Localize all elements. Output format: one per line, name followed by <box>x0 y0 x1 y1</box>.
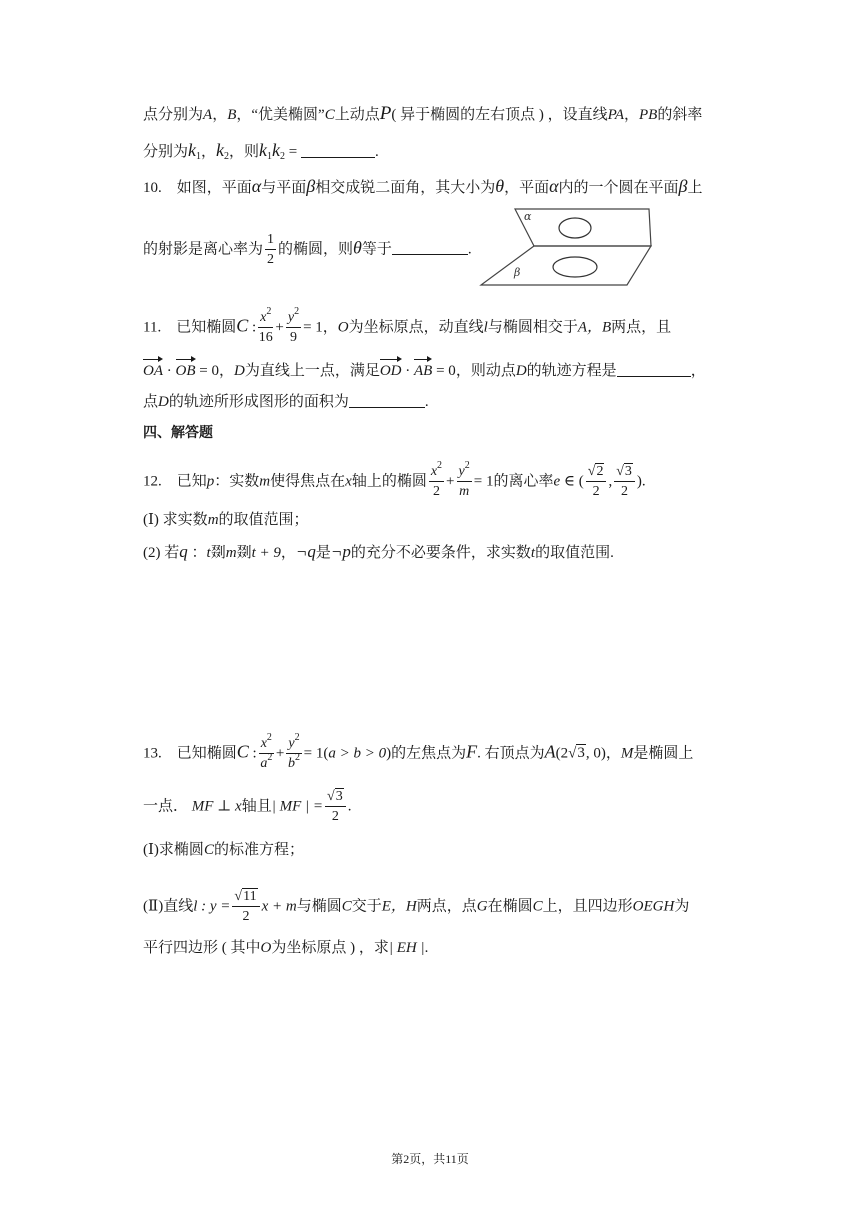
q12-line-1: 12. 已知p：实数m使得焦点在x轴上的椭圆 $\frac{x^2}{2}$ + $\frac{y^2}{m}$ = 1的离心率e ∈ ( $\frac{√2}{2}$ , $\frac{√3}{2}$ ). <box>143 460 646 499</box>
q11-answer-blank-2 <box>349 393 425 408</box>
q13-part-2-line-1: (Ⅱ)直线l : y = $\frac{√11}{2}$ x + m与椭圆C交于E，H两点，点G在椭圆C上，且四边形OEGH为 <box>143 889 690 924</box>
plane-alpha-shape <box>515 209 651 246</box>
q13-part-1: (Ⅰ)求椭圆C的标准方程； <box>143 842 304 858</box>
q10-line-2: 的射影是离心率为 $\frac{1}{2}$ 的椭圆，则θ等于 . <box>143 232 472 267</box>
q9-line-1: 点分别为A，B，“优美椭圆”C上动点P( 异于椭圆的左右顶点 ) ，设直线PA，PB的斜率 <box>143 103 703 124</box>
dihedral-angle-figure <box>479 203 661 289</box>
q12-part-1: (Ⅰ) 求实数m的取值范围； <box>143 512 309 528</box>
q12-part-2: (2) 若q ：t剟m剟t + 9，¬q是¬p的充分不必要条件，求实数t的取值范围. <box>143 542 614 561</box>
page-footer: 第2页，共11页 <box>391 1152 469 1166</box>
q11-line-3: 点D的轨迹所形成图形的面积为 . <box>143 394 429 410</box>
q11-line-2: OA · OB = 0，D为直线上一点，满足OD · AB = 0，则动点D的轨迹方程是 ， <box>143 363 706 379</box>
fraction-one-half: $\frac{1}{2}$ <box>267 232 275 267</box>
q10-answer-blank <box>392 240 468 255</box>
circle-in-alpha <box>559 218 591 238</box>
q11-line-1: 11. 已知椭圆C : $\frac{x^2}{16}$ + $\frac{y^2}{9}$ = 1，O为坐标原点，动直线l与椭圆相交于A，B两点，且 <box>143 306 672 345</box>
figure-beta-label: β <box>514 266 521 279</box>
section-heading: 四、解答题 <box>143 425 213 441</box>
q13-line-2: 一点． MF ⊥ x轴且| MF | = $\frac{√3}{2}$ . <box>143 789 352 824</box>
q11-answer-blank-1 <box>617 362 691 377</box>
figure-alpha-label: α <box>524 210 532 223</box>
q10-line-1: 10. 如图，平面α与平面β相交成锐二面角，其大小为θ，平面α内的一个圆在平面β上 <box>143 176 703 196</box>
q13-part-2-line-2: 平行四边形 ( 其中O为坐标原点 ) ，求| EH |. <box>143 940 429 956</box>
ellipse-in-beta <box>553 257 597 277</box>
q9-line-2: 分别为$k_1$，$k_2$，则$k_1k_2$ = . <box>143 140 379 162</box>
plane-beta-shape <box>481 246 651 285</box>
q13-line-1: 13. 已知椭圆C : $\frac{x^2}{a^2}$ + $\frac{y^2}{b^2}$ = 1(a > b > 0)的左焦点为F. 右顶点为A(2√3, 0)，M是椭圆上 <box>143 732 694 771</box>
q9-answer-blank <box>301 143 375 158</box>
